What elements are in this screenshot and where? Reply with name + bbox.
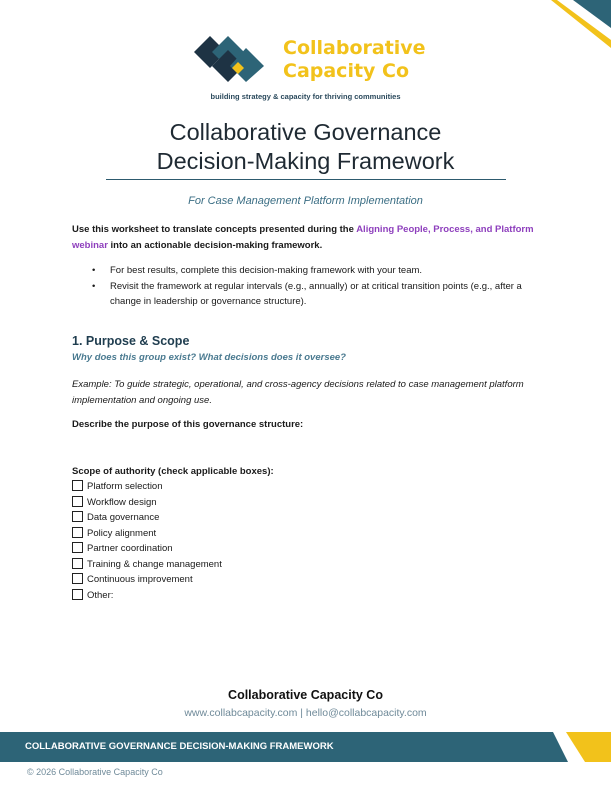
banner-text: COLLABORATIVE GOVERNANCE DECISION-MAKING FRAMEWORK [25,741,334,752]
tagline: building strategy & capacity for thriving communities [210,92,401,101]
footer-contact[interactable]: www.collabcapacity.com | hello@collabcapacity.com [184,707,427,719]
section-question: Why does this group exist? What decisions does it oversee? [72,352,346,363]
checkbox-label: Policy alignment [87,527,157,539]
intro-text-after: into an actionable decision-making framework. [107,239,323,251]
describe-purpose-label: Describe the purpose of this governance structure: [72,419,304,430]
footer-org-name: Collaborative Capacity Co [228,688,383,702]
checkbox[interactable] [72,589,83,600]
checkbox-label: Workflow design [87,496,157,508]
checkbox[interactable] [72,511,83,522]
page-title: Collaborative Governance Decision-Making Framework [156,119,455,174]
copyright: © 2026 Collaborative Capacity Co [27,767,163,777]
checkbox-label: Platform selection [87,481,163,492]
checkbox-label: Partner coordination [87,543,173,554]
checkbox-label: Continuous improvement [87,574,193,585]
list-item [72,279,542,310]
intro-paragraph [72,222,542,253]
checkbox[interactable] [72,496,83,507]
checkbox[interactable] [72,573,83,584]
footer-banner [0,732,611,762]
intro-text-before: Use this worksheet to translate concepts presented during the [72,224,357,235]
logo [192,34,426,94]
checkbox-label: Training & change management [87,558,222,570]
webinar-link[interactable]: Aligning People, Process, and Platform webinar [72,224,534,251]
scope-label: Scope of authority (check applicable boxes): [72,466,274,477]
checkbox[interactable] [72,480,83,491]
section-heading: 1. Purpose & Scope [72,334,190,348]
logo-mark [192,34,276,84]
title-divider [106,179,506,180]
checkbox[interactable] [72,527,83,538]
logo-name: Collaborative Capacity Co [283,37,426,82]
bullet-icon: • [92,280,96,292]
list-item [72,263,542,279]
bullet-text: Revisit the framework at regular intervals (e.g., annually) or at critical transition points (e.g., after a change in leadership or governance structure). [110,280,522,307]
example-text: Example: To guide strategic, operational, and cross-agency decisions related to case management platform implementation and ongoing use. [72,379,524,406]
bullet-icon: • [92,265,96,276]
instructions-list [72,263,542,310]
checkbox-label: Data governance [87,512,160,523]
checkbox[interactable] [72,542,83,553]
checkbox-label: Other: [87,589,114,601]
checkbox[interactable] [72,558,83,569]
bullet-text: For best results, complete this decision-making framework with your team. [110,265,423,276]
page-subtitle: For Case Management Platform Implementation [188,195,423,207]
corner-decoration [511,0,611,60]
